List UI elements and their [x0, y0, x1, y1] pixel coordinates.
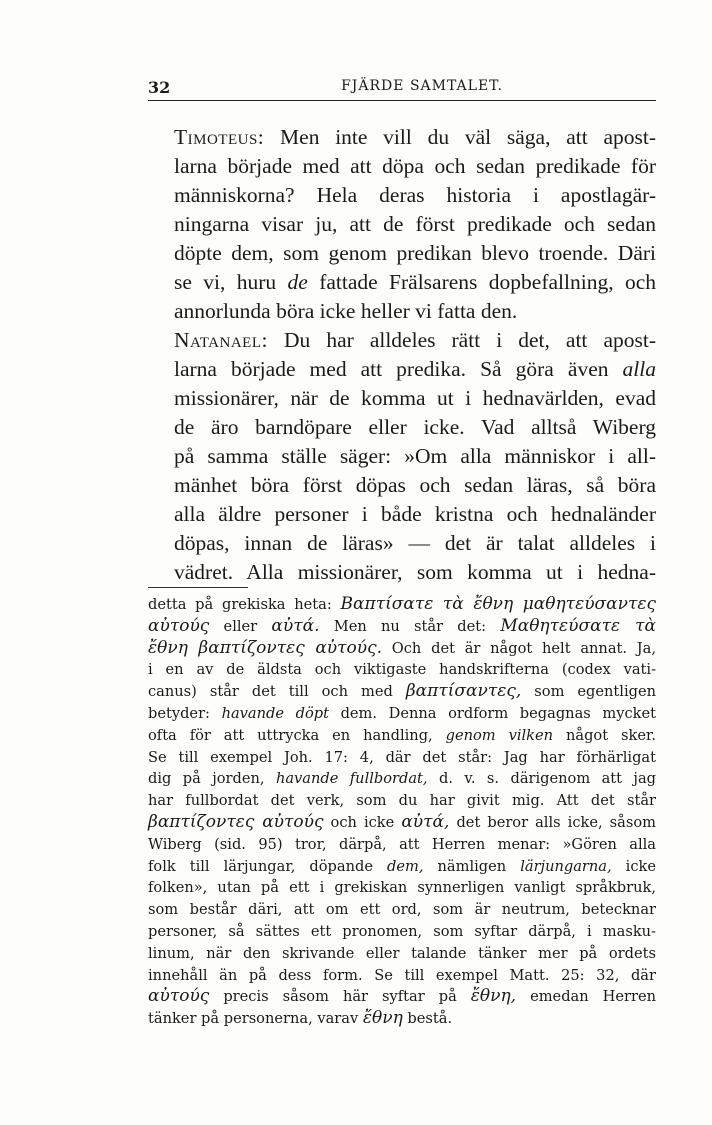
footnote-line: har fullbordat det verk, som du har givit mig. Att det står — [148, 792, 656, 810]
footnote-line: linum, när den skrivande eller talande tänker mer på ordets — [148, 944, 656, 962]
footnote-line: ofta för att uttrycka en handling, genom vilken något sker. — [148, 726, 656, 744]
speaker-name: Timoteus: — [174, 125, 265, 149]
greek-text: ἔθνη, — [470, 986, 517, 1007]
footnote-line: βαπτίζοντες αὐτούς och icke αὐτά, det beror alls icke, såsom — [148, 811, 656, 832]
footnote-line: Wiberg (sid. 95) tror, därpå, att Herren menar: »Gören alla — [148, 835, 656, 853]
footnote-line: αὐτούς eller αὐτά. Men nu står det: Μαθητεύσατε τὰ — [148, 615, 656, 636]
emphasis: dem, — [387, 857, 424, 875]
footnote-line: i en av de äldsta och viktigaste handskrifterna (codex vati- — [148, 661, 656, 679]
text-line: Natanael: Du har alldeles rätt i det, att apost- — [174, 328, 656, 352]
text-line: på samma ställe säger: »Om alla människor i all- — [174, 444, 656, 468]
footnote-line: ἔθνη βαπτίζοντες αὐτούς. Och det är något helt annat. Ja, — [148, 637, 656, 658]
footnote-line: folken», utan på ett i grekiskan synnerligen vanligt språkbruk, — [148, 879, 656, 897]
text-line: döpte dem, som genom predikan blevo troende. Däri — [174, 241, 656, 265]
footnote-divider — [148, 587, 248, 588]
text-line: se vi, huru de fattade Frälsarens dopbefallning, och — [174, 270, 656, 294]
paragraph-natanael — [148, 326, 656, 587]
page-number: 32 — [148, 78, 171, 97]
footnote-line: betyder: havande döpt dem. Denna ordform begagnas mycket — [148, 704, 656, 722]
greek-text: αὐτούς — [148, 615, 210, 636]
greek-text: αὐτά. — [271, 615, 320, 636]
greek-text: ἔθνη — [362, 1008, 403, 1029]
text-line: larna började med att predika. Så göra även alla — [174, 357, 656, 381]
footnote — [148, 594, 656, 1030]
book-page — [148, 78, 656, 1030]
footnote-line: αὐτούς precis såsom här syftar på ἔθνη, emedan Herren — [148, 986, 656, 1007]
speaker-name: Natanael: — [174, 328, 268, 352]
emphasis: havande döpt — [221, 704, 329, 722]
emphasis: de — [287, 270, 308, 294]
text-line: alla äldre personer i både kristna och hednaländer — [174, 502, 656, 526]
greek-text: Μαθητεύσατε τὰ — [500, 615, 656, 636]
greek-text: Βαπτίσατε τὰ ἔθνη μαθητεύσαντες — [340, 594, 657, 614]
footnote-line: dig på jorden, havande fullbordat, d. v. s. därigenom att jag — [148, 770, 656, 788]
greek-text: αὐτούς — [148, 986, 210, 1007]
greek-text: βαπτίσαντες, — [405, 681, 522, 702]
main-text — [148, 123, 656, 587]
emphasis: havande fullbordat, — [275, 770, 428, 788]
footnote-line: folk till lärjungar, döpande dem, nämligen lärjungarna, icke — [148, 857, 656, 875]
greek-text: ἔθνη βαπτίζοντες αὐτούς. — [148, 637, 383, 658]
text-line: vädret. Alla missionärer, som komma ut i hedna- — [174, 560, 656, 584]
footnote-line: tänker på personerna, varav ἔθνη bestå. — [148, 1008, 453, 1029]
text-line: ningarna visar ju, att de först predikade och sedan — [174, 212, 656, 236]
emphasis: lärjungarna, — [520, 857, 612, 875]
footnote-line: som består däri, att om ett ord, som är neutrum, betecknar — [148, 901, 656, 919]
text-line: larna började med att döpa och sedan predikade för — [174, 154, 656, 178]
emphasis: alla — [622, 357, 656, 381]
page-header — [148, 78, 656, 101]
footnote-line: Se till exempel Joh. 17: 4, där det står: Jag har förhärligat — [148, 748, 656, 766]
text-line: mänhet böra först döpas och sedan läras, så böra — [174, 473, 656, 497]
greek-text: βαπτίζοντες αὐτούς — [148, 811, 324, 832]
paragraph-timoteus — [148, 123, 656, 326]
text-line: annorlunda böra icke heller vi fatta den. — [174, 299, 518, 323]
text-line: döpas, innan de läras» — det är talat alldeles i — [174, 531, 656, 555]
footnote-line: innehåll än på dess form. Se till exempel Matt. 25: 32, där — [148, 966, 656, 984]
greek-text: αὐτά, — [401, 811, 450, 832]
footnote-line: personer, så sättes ett pronomen, som syftar därpå, i masku- — [148, 922, 656, 940]
footnote-line: canus) står det till och med βαπτίσαντες, som egentligen — [148, 681, 657, 702]
footnote-line: detta på grekiska heta: Βαπτίσατε τὰ ἔθνη μαθητεύσαντες — [148, 594, 657, 614]
text-line: människorna? Hela deras historia i apostlagär- — [174, 183, 656, 207]
running-head: FJÄRDE SAMTALET. — [341, 78, 503, 94]
text-line: de äro barndöpare eller icke. Vad alltså Wiberg — [174, 415, 656, 439]
text-line: Timoteus: Men inte vill du väl säga, att apost- — [174, 125, 656, 149]
text-line: missionärer, när de komma ut i hednavärlden, evad — [174, 386, 656, 410]
emphasis: genom vilken — [445, 726, 554, 744]
